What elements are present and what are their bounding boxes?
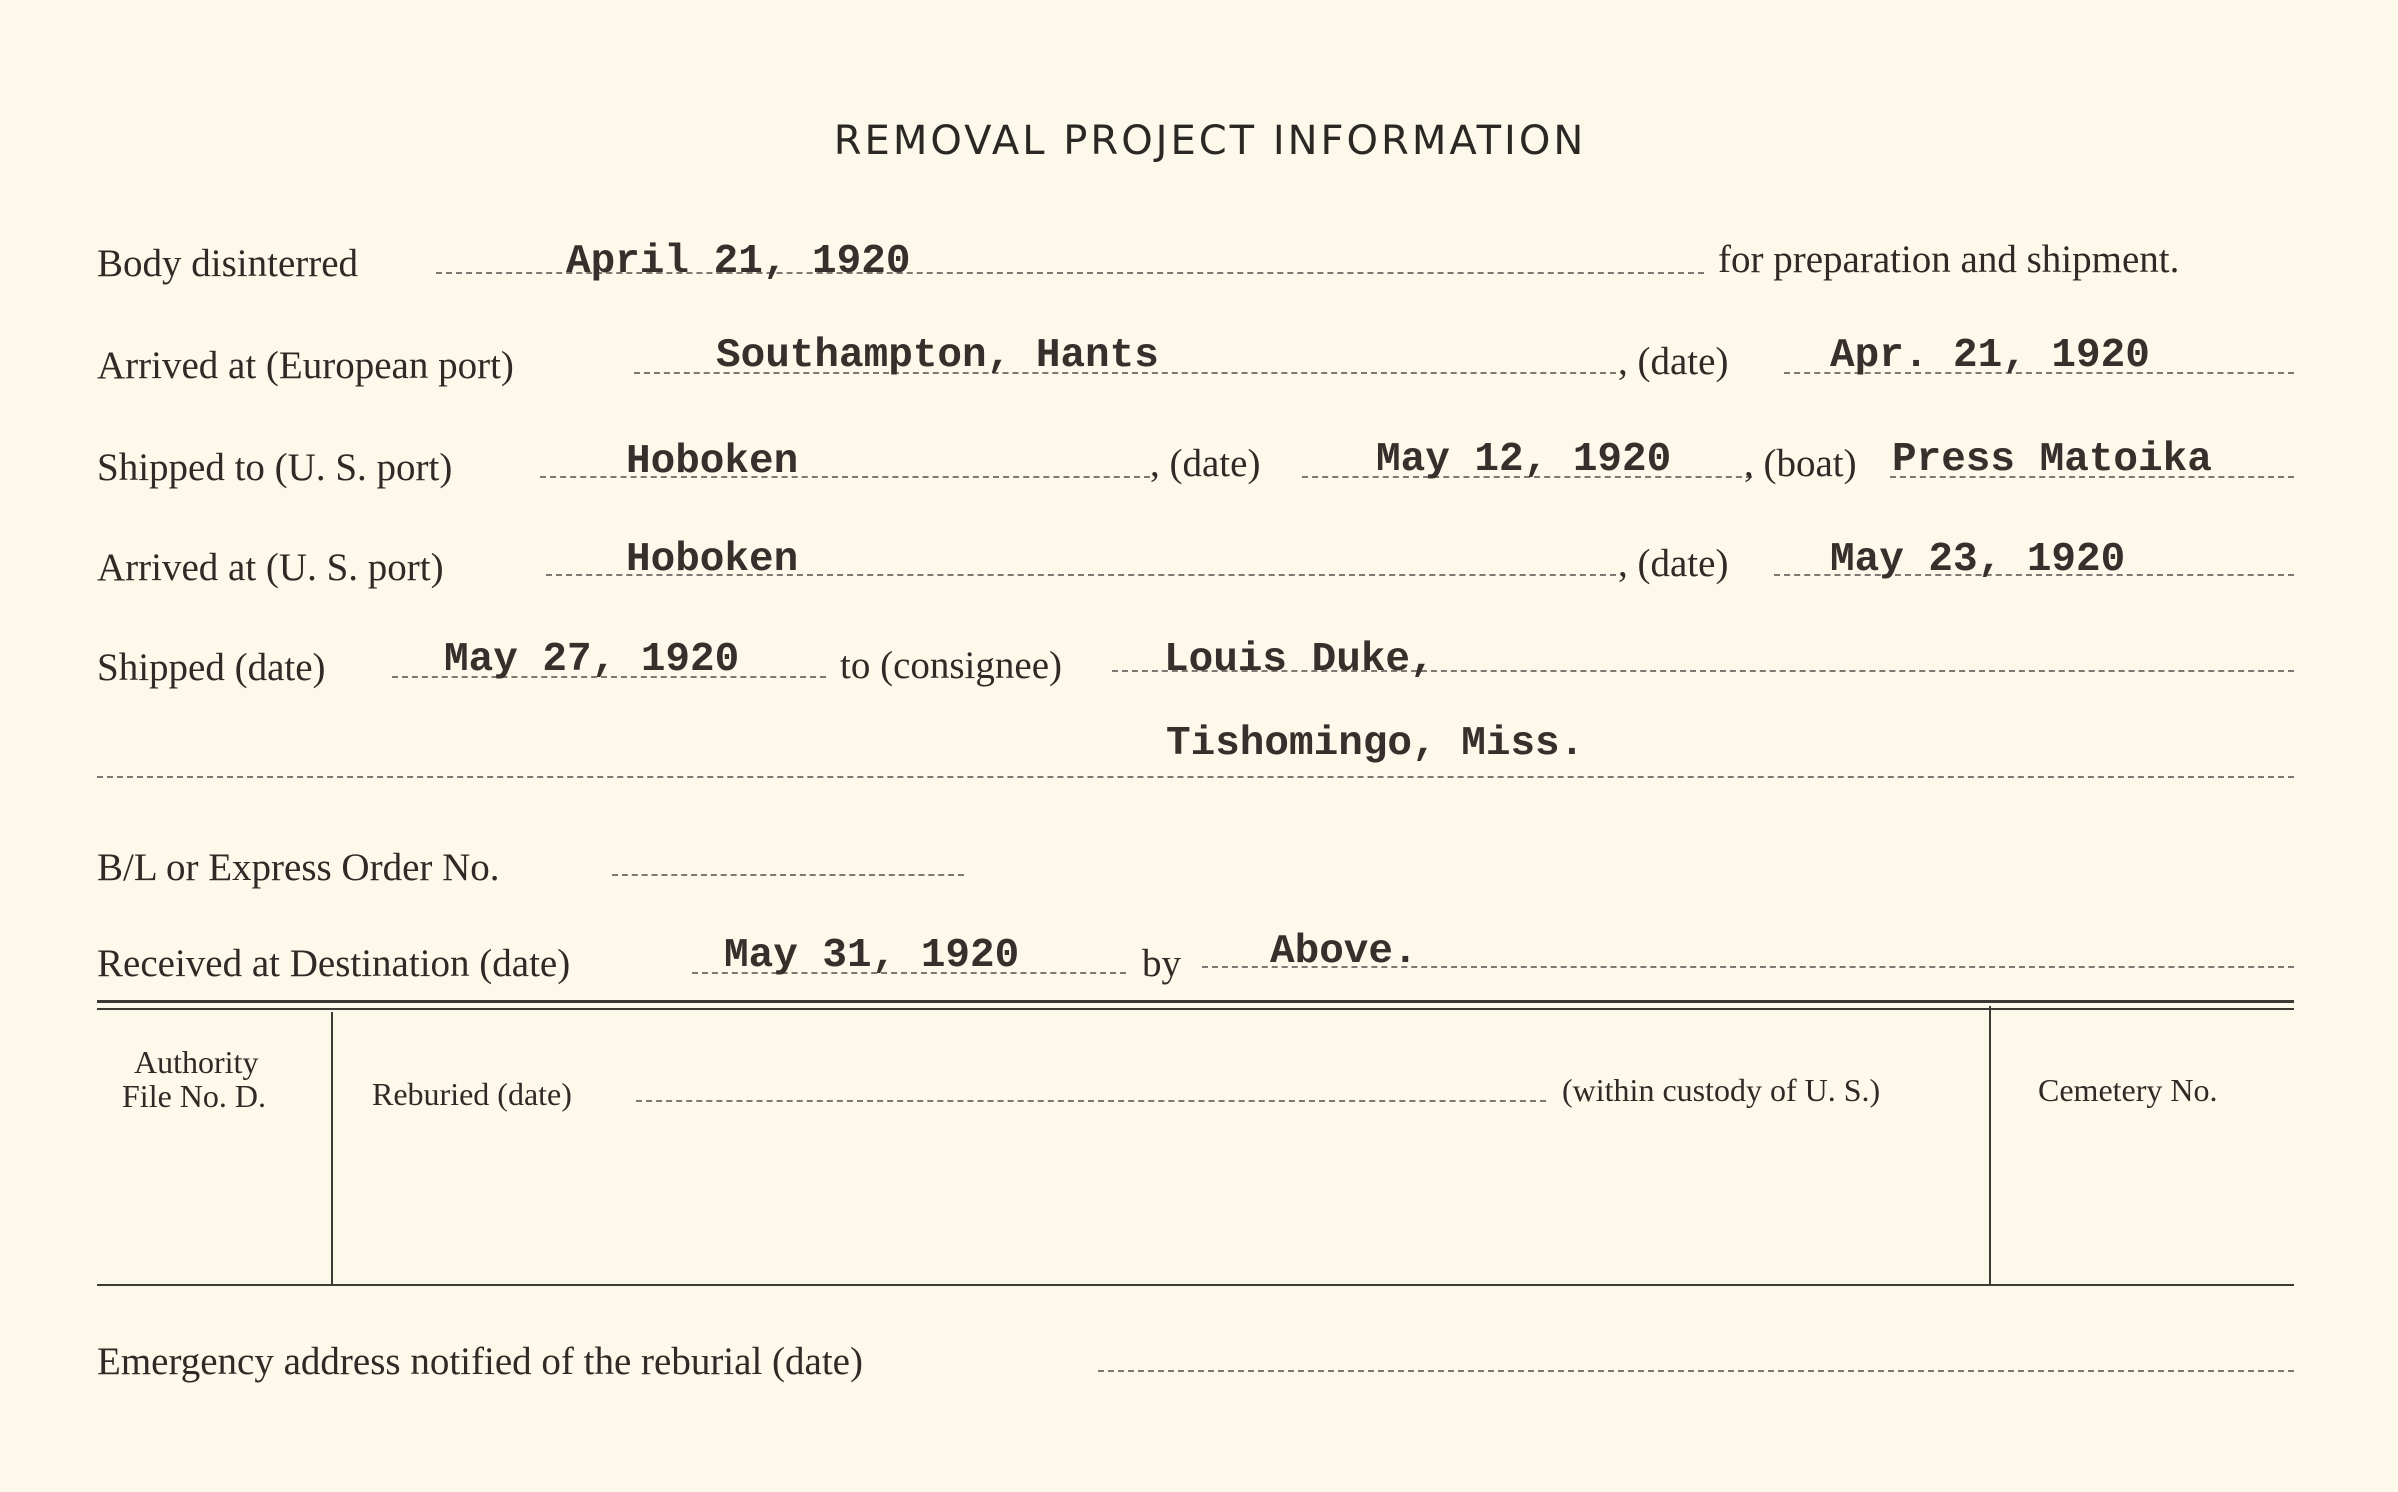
boat-value: Press Matoika bbox=[1892, 437, 2212, 483]
arrived-us-port-label: Arrived at (U. S. port) bbox=[97, 546, 444, 589]
reburied-date-label: Reburied (date) bbox=[372, 1076, 572, 1112]
us-ship-date-value: May 12, 1920 bbox=[1376, 437, 1672, 483]
us-arrival-date-label: , (date) bbox=[1618, 542, 1729, 585]
authority-label: Authority bbox=[134, 1044, 259, 1080]
european-port-value: Southampton, Hants bbox=[716, 333, 1159, 379]
shipped-date-value: May 27, 1920 bbox=[444, 637, 740, 683]
section-bottom-rule bbox=[97, 1284, 2294, 1286]
cemetery-divider bbox=[1989, 1006, 1991, 1284]
preparation-shipment-label: for preparation and shipment. bbox=[1718, 238, 2180, 281]
cemetery-no-label: Cemetery No. bbox=[2038, 1072, 2218, 1108]
received-date-value: May 31, 1920 bbox=[724, 933, 1020, 979]
us-port-shipped-value: Hoboken bbox=[626, 439, 799, 485]
card-title: REMOVAL PROJECT INFORMATION bbox=[833, 118, 1587, 164]
consignee-label: to (consignee) bbox=[840, 644, 1063, 687]
european-arrival-date-label: , (date) bbox=[1618, 340, 1729, 383]
emergency-date-line bbox=[1098, 1370, 2294, 1372]
shipped-date-label: Shipped (date) bbox=[97, 646, 326, 689]
received-destination-label: Received at Destination (date) bbox=[97, 942, 571, 985]
reburied-date-line bbox=[636, 1100, 1546, 1102]
body-disinterred-label: Body disinterred bbox=[97, 242, 359, 285]
disinterred-date-value: April 21, 1920 bbox=[566, 239, 911, 285]
bl-number-line bbox=[612, 874, 964, 876]
consignee-continuation-line bbox=[97, 776, 2294, 778]
arrived-european-port-label: Arrived at (European port) bbox=[97, 344, 514, 387]
us-ship-date-label: , (date) bbox=[1150, 442, 1261, 485]
consignee-line1-value: Louis Duke, bbox=[1164, 637, 1435, 683]
received-by-value: Above. bbox=[1270, 929, 1418, 975]
us-arrival-date-value: May 23, 1920 bbox=[1830, 537, 2126, 583]
received-by-label: by bbox=[1142, 942, 1181, 985]
within-custody-label: (within custody of U. S.) bbox=[1562, 1072, 1881, 1108]
file-no-label: File No. D. bbox=[122, 1078, 266, 1114]
emergency-address-label: Emergency address notified of the reburial (date) bbox=[97, 1340, 863, 1383]
section-top-rule-inner bbox=[97, 1008, 2294, 1010]
boat-label: , (boat) bbox=[1744, 442, 1857, 485]
shipped-to-us-port-label: Shipped to (U. S. port) bbox=[97, 446, 453, 489]
section-top-rule bbox=[97, 1000, 2294, 1003]
european-arrival-date-value: Apr. 21, 1920 bbox=[1830, 333, 2150, 379]
us-port-arrived-value: Hoboken bbox=[626, 537, 799, 583]
consignee-line2-value: Tishomingo, Miss. bbox=[1166, 721, 1585, 767]
authority-divider bbox=[331, 1012, 333, 1284]
bl-express-order-label: B/L or Express Order No. bbox=[97, 846, 500, 889]
